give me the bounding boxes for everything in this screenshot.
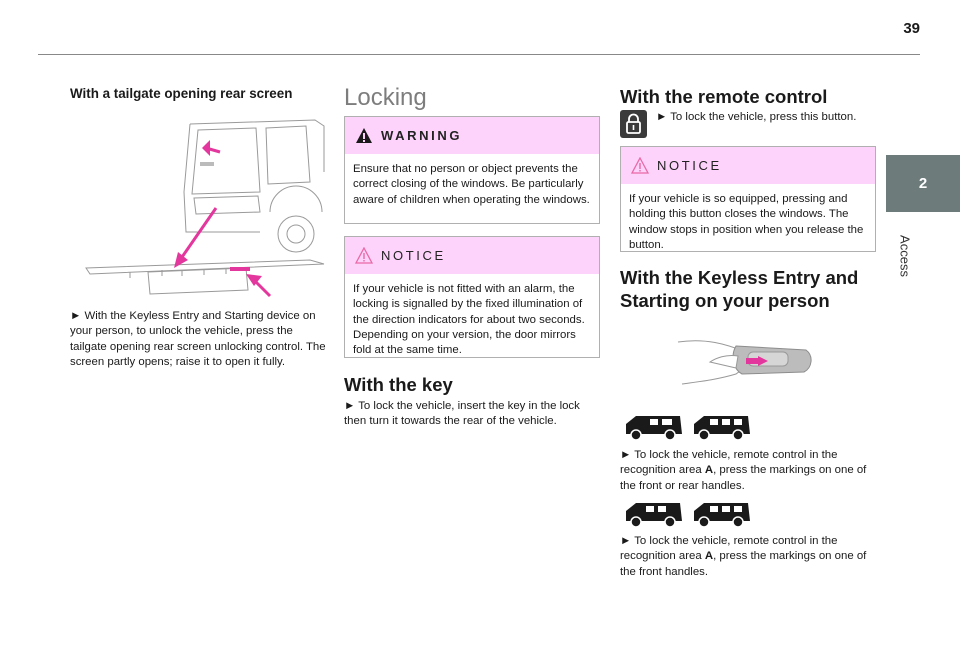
keyless-heading-line1: With the Keyless Entry and: [620, 267, 859, 288]
padlock-icon: [620, 110, 647, 138]
chapter-tab[interactable]: 2: [886, 155, 960, 212]
warning-triangle-icon: [355, 127, 373, 144]
padlock-icon-box: [620, 110, 647, 138]
keyless-heading-line2: Starting on your person: [620, 290, 830, 311]
key-paragraph: ► To lock the vehicle, insert the key in the lock then turn it towards the rear of the vehicle.: [344, 400, 580, 428]
van-icon: [688, 410, 752, 442]
notice-text: If your vehicle is so equipped, pressing and holding this button closes the windows. The window stops in position when you release the button.: [629, 193, 864, 251]
notice-panel-locking: [344, 236, 600, 358]
notice-label: NOTICE: [657, 158, 722, 173]
notice-triangle-icon: [355, 247, 373, 264]
tailgate-paragraph: ► With the Keyless Entry and Starting device on your person, to unlock the vehicle, press the tailgate opening rear screen unlocking control. The screen partly opens; raise it to open it fully.: [70, 310, 326, 368]
notice-panel-remote: [620, 146, 876, 252]
notice-triangle-icon: [631, 157, 649, 174]
van-icon: [620, 497, 684, 529]
notice-label: NOTICE: [381, 248, 446, 263]
van-icon: [688, 497, 752, 529]
remote-heading: With the remote control: [620, 86, 828, 107]
warning-label: WARNING: [381, 128, 463, 143]
remote-paragraph: ► To lock the vehicle, press this button.: [656, 111, 857, 123]
door-handle-illustration: [676, 334, 816, 390]
key-heading: With the key: [344, 374, 453, 395]
header-rule: [38, 54, 920, 55]
keyless-paragraph-a: ► To lock the vehicle, remote control in the recognition area A, press the markings on one of the front or rear handles.: [620, 449, 867, 492]
van-icon: [620, 410, 684, 442]
chapter-label: Access: [897, 235, 913, 277]
page-number: 39: [903, 20, 920, 37]
warning-text: Ensure that no person or object prevents the correct closing of the windows. Be particularly aware of children when operating the windows.: [353, 163, 590, 206]
tailgate-heading: With a tailgate opening rear screen: [70, 86, 293, 101]
warning-panel: [344, 116, 600, 224]
tailgate-illustration: [70, 112, 330, 304]
keyless-paragraph-b: ► To lock the vehicle, remote control in the recognition area A, press the markings on one of the front handles.: [620, 535, 867, 578]
locking-heading: Locking: [344, 84, 427, 111]
notice-text: If your vehicle is not fitted with an alarm, the locking is signalled by the fixed illumination of the direction indicators for about two seconds. Depending on your version, the door mirrors fold at the same time.: [353, 283, 585, 357]
